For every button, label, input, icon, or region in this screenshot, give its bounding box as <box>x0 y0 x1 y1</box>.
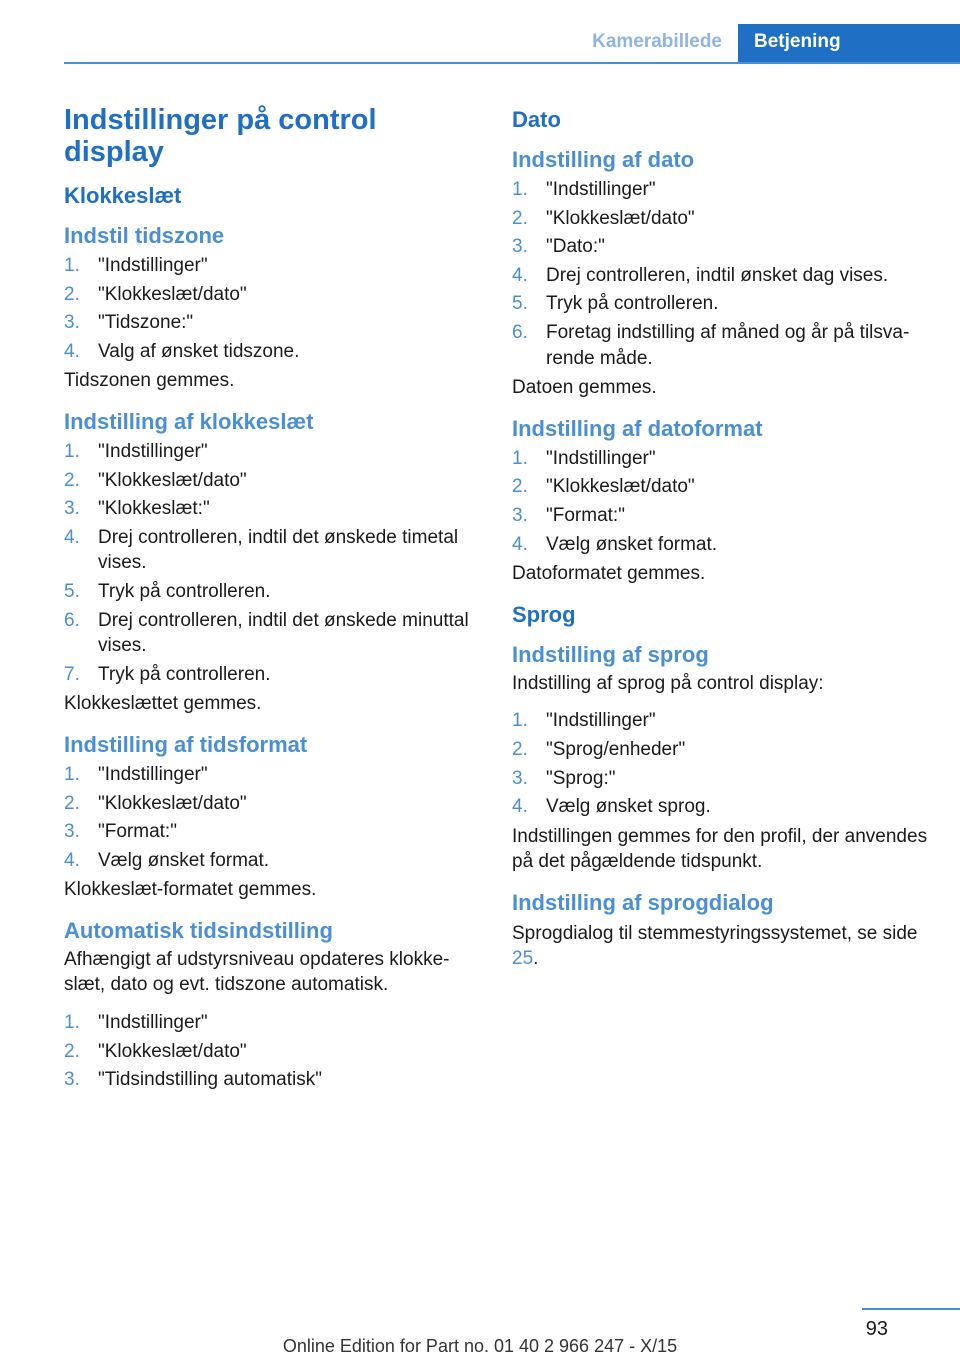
intro-sprog: Indstilling af sprog på control display: <box>512 672 824 694</box>
list-item <box>64 468 482 494</box>
list-item <box>64 579 482 605</box>
intro-automatisk: Afhængigt af udstyrsniveau opdateres klokkeslæt, dato og evt. tidszone automatisk. <box>64 948 450 996</box>
note-datoformat: Datoformatet gemmes. <box>512 563 706 585</box>
header-tabs <box>576 24 960 62</box>
list-item <box>512 766 930 792</box>
subheading-sprog: Indstilling af sprog <box>512 641 709 667</box>
step-number: 6. <box>64 609 80 631</box>
list-item <box>64 791 482 817</box>
step-number: 2. <box>64 1040 80 1062</box>
step-text: "Indstillinger" <box>546 179 656 200</box>
list-item <box>512 263 930 289</box>
list-item <box>64 1010 482 1036</box>
step-text: "Indstillinger" <box>546 447 656 469</box>
step-text: "Klokkeslæt/dato" <box>546 207 695 229</box>
step-number: 4. <box>512 533 528 555</box>
step-number: 2. <box>64 283 80 305</box>
footer-edition: Online Edition for Part no. 01 40 2 966 247 - X/15 <box>282 1336 678 1356</box>
note-tidsformat: Klokkeslæt-formatet gemmes. <box>64 879 317 901</box>
step-text: "Indstillinger" <box>98 440 208 462</box>
step-text: Valg af ønsket tidszone. <box>98 340 300 362</box>
step-text: "Klokkeslæt/dato" <box>98 283 247 305</box>
list-item <box>64 662 482 688</box>
steps-tidsformat <box>64 762 482 873</box>
list-item <box>64 282 482 308</box>
step-text: Vælg ønsket format. <box>98 849 270 871</box>
note-tidszone: Tidszonen gemmes. <box>64 370 235 392</box>
step-text: "Klokkeslæt:" <box>98 498 210 520</box>
step-number: 2. <box>512 476 528 498</box>
step-number: 1. <box>512 710 528 732</box>
step-number: 7. <box>64 663 80 685</box>
steps-automatisk <box>64 1010 482 1093</box>
step-text: Drej controlleren, indtil det ønskede timetal vises. <box>98 526 459 574</box>
list-item <box>64 608 482 659</box>
list-item <box>64 253 482 279</box>
step-number: 4. <box>64 526 80 548</box>
step-text: Drej controlleren, indtil det ønskede minuttal vises. <box>98 609 469 657</box>
steps-klokkeslaet <box>64 439 482 687</box>
list-item <box>512 291 930 317</box>
step-text: Vælg ønsket sprog. <box>546 796 711 818</box>
step-number: 3. <box>512 767 528 789</box>
text-sprogdialog <box>512 921 930 972</box>
sprogdialog-text-end: . <box>533 948 539 970</box>
list-item <box>64 339 482 365</box>
sprogdialog-text: Sprogdialog til stemmestyringssystemet, se side <box>512 922 918 944</box>
step-number: 2. <box>512 738 528 760</box>
list-item <box>64 1039 482 1065</box>
step-number: 1. <box>512 179 528 200</box>
step-number: 1. <box>64 255 80 276</box>
note-dato: Datoen gemmes. <box>512 377 657 399</box>
subheading-automatisk: Automatisk tidsindstilling <box>64 917 333 943</box>
list-item <box>512 474 930 500</box>
step-number: 3. <box>512 236 528 258</box>
list-item <box>64 762 482 788</box>
header-rule <box>64 62 960 64</box>
step-text: "Tidszone:" <box>98 312 194 334</box>
subheading-klokkeslaet: Indstilling af klokkeslæt <box>64 408 314 434</box>
step-number: 4. <box>64 340 80 362</box>
page-number: 93 <box>862 1308 960 1341</box>
subheading-sprogdialog: Indstilling af sprogdialog <box>512 889 774 915</box>
right-column <box>512 98 930 986</box>
list-item <box>64 439 482 465</box>
step-text: "Sprog/enheder" <box>546 738 686 760</box>
step-text: "Klokkeslæt/dato" <box>98 1040 247 1062</box>
steps-sprog <box>512 708 930 819</box>
steps-dato <box>512 177 930 371</box>
step-number: 4. <box>512 264 528 286</box>
list-item <box>512 446 930 472</box>
step-number: 1. <box>64 763 80 785</box>
step-text: Tryk på controlleren. <box>98 580 271 602</box>
subheading-tidsformat: Indstilling af tidsformat <box>64 731 308 757</box>
step-text: Drej controlleren, indtil ønsket dag vises. <box>546 264 889 286</box>
subheading-dato: Indstilling af dato <box>512 147 695 172</box>
list-item <box>512 708 930 734</box>
list-item <box>512 503 930 529</box>
note-sprog: Indstillingen gemmes for den profil, der anvendes på det pågældende tidspunkt. <box>512 825 928 873</box>
step-number: 3. <box>64 821 80 843</box>
step-number: 2. <box>64 792 80 814</box>
subheading-tidszone: Indstil tidszone <box>64 223 225 248</box>
list-item <box>64 525 482 576</box>
list-item <box>64 496 482 522</box>
list-item <box>64 848 482 874</box>
list-item <box>512 177 930 203</box>
tab-betjening[interactable]: Betjening <box>738 24 960 62</box>
list-item <box>64 310 482 336</box>
list-item <box>512 320 930 371</box>
step-number: 3. <box>64 498 80 520</box>
list-item <box>512 234 930 260</box>
page-link[interactable]: 25 <box>512 948 534 970</box>
step-text: Tryk på controlleren. <box>98 663 271 685</box>
step-text: Vælg ønsket format. <box>546 533 718 555</box>
step-text: "Indstillinger" <box>546 710 656 732</box>
note-klokkeslaet: Klokkeslættet gemmes. <box>64 693 262 715</box>
step-number: 1. <box>512 447 528 469</box>
step-text: "Indstillinger" <box>98 1012 208 1034</box>
step-number: 3. <box>64 312 80 334</box>
subheading-datoformat: Indstilling af datoformat <box>512 415 763 441</box>
step-text: "Tidsindstilling automatisk" <box>98 1069 322 1091</box>
step-number: 3. <box>64 1069 80 1091</box>
step-number: 4. <box>512 796 528 818</box>
step-text: "Dato:" <box>546 236 605 258</box>
list-item <box>512 532 930 558</box>
step-text: "Indstillinger" <box>98 763 208 785</box>
step-text: "Format:" <box>98 821 177 843</box>
tab-kamerabillede[interactable]: Kamerabillede <box>576 24 738 62</box>
list-item <box>512 737 930 763</box>
step-number: 2. <box>512 207 528 229</box>
section-heading-dato: Dato <box>512 107 561 132</box>
steps-datoformat <box>512 446 930 557</box>
step-text: "Klokkeslæt/dato" <box>98 469 247 491</box>
step-number: 6. <box>512 321 528 343</box>
list-item <box>64 1067 482 1093</box>
step-text: Tryk på controlleren. <box>546 293 719 315</box>
step-text: "Indstillinger" <box>98 255 208 276</box>
list-item <box>512 794 930 820</box>
section-heading-sprog: Sprog <box>512 601 576 627</box>
left-column <box>64 98 482 1097</box>
step-number: 5. <box>512 293 528 315</box>
step-text: "Klokkeslæt/dato" <box>546 476 695 498</box>
step-number: 5. <box>64 580 80 602</box>
section-heading-klokkeslaet: Klokkeslæt <box>64 183 182 208</box>
list-item <box>64 819 482 845</box>
step-number: 1. <box>64 440 80 462</box>
page-title: Indstillinger på control display <box>64 104 377 168</box>
list-item <box>512 206 930 232</box>
step-text: Foretag indstilling af måned og år på tilsvarende måde. <box>546 321 910 369</box>
step-number: 1. <box>64 1012 80 1034</box>
step-text: "Klokkeslæt/dato" <box>98 792 247 814</box>
steps-tidszone <box>64 253 482 364</box>
step-number: 3. <box>512 504 528 526</box>
step-number: 2. <box>64 469 80 491</box>
step-text: "Sprog:" <box>546 767 616 789</box>
step-number: 4. <box>64 849 80 871</box>
step-text: "Format:" <box>546 504 625 526</box>
